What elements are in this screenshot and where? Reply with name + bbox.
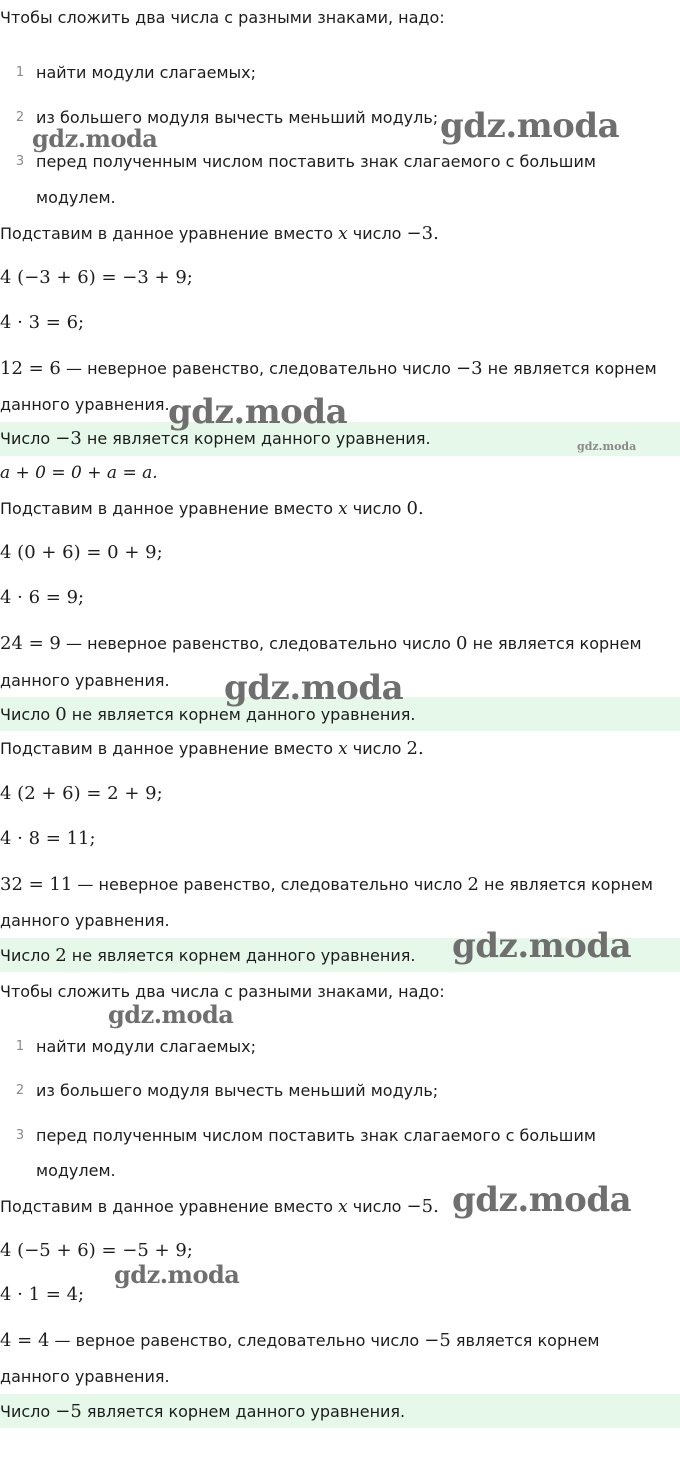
answer-highlight [0, 1394, 680, 1428]
conclusion-line [0, 1330, 599, 1352]
conclusion-continuation: данного уравнения. [0, 911, 170, 930]
equation: 4 · 8 = 11; [0, 828, 96, 849]
answer-suffix: не является корнем данного уравнения. [66, 705, 416, 724]
variable: x [338, 224, 348, 244]
watermark: gdz.moda [108, 1000, 234, 1029]
watermark: gdz.moda [452, 1180, 632, 1220]
conclusion-text: не является корнем [478, 875, 653, 894]
conclusion-text: является корнем [450, 1331, 600, 1350]
list-item: из большего модуля вычесть меньший модуль; [36, 108, 439, 127]
answer-prefix: Число [0, 1402, 56, 1421]
substitution-text: число [347, 499, 407, 518]
substitution-text: Подставим в данное уравнение вместо [0, 224, 339, 243]
answer-number: −5 [55, 1401, 82, 1422]
answer-prefix: Число [0, 429, 56, 448]
substituted-value: −3. [406, 223, 439, 244]
list-number: 3 [15, 154, 25, 169]
rule-intro: Чтобы сложить два числа с разными знаками, надо: [0, 982, 445, 1001]
conclusion-number: −5 [424, 1330, 451, 1351]
equation: 4 (2 + 6) = 2 + 9; [0, 783, 163, 804]
list-item: перед полученным числом поставить знак слагаемого с большим [36, 1126, 596, 1145]
watermark: gdz.moda [168, 392, 348, 432]
substitution-text: число [347, 224, 407, 243]
answer-suffix: не является корнем данного уравнения. [66, 946, 416, 965]
watermark: gdz.moda [452, 926, 632, 966]
answer-suffix: является корнем данного уравнения. [81, 1402, 406, 1421]
conclusion-text: — неверное равенство, следовательно число [60, 359, 457, 378]
conclusion-continuation: данного уравнения. [0, 395, 170, 414]
conclusion-number: 0 [456, 633, 468, 654]
conclusion-continuation: данного уравнения. [0, 1367, 170, 1386]
identity-text: a + 0 = 0 + a = a. [0, 463, 158, 483]
conclusion-line [0, 633, 642, 655]
variable: x [338, 1197, 348, 1217]
substitution-text: Подставим в данное уравнение вместо [0, 1197, 339, 1216]
conclusion-number: 2 [467, 874, 479, 895]
substituted-value: 2. [406, 738, 424, 759]
substitution-text: Подставим в данное уравнение вместо [0, 739, 339, 758]
answer-number: 0 [55, 704, 67, 725]
conclusion-text: не является корнем [467, 634, 642, 653]
equation: 4 · 1 = 4; [0, 1284, 85, 1305]
conclusion-continuation: данного уравнения. [0, 671, 170, 690]
answer-number: −3 [55, 428, 82, 449]
conclusion-text: — неверное равенство, следовательно число [72, 875, 468, 894]
equation: 4 · 3 = 6; [0, 312, 85, 333]
substitution-text: число [347, 739, 407, 758]
equation: 4 (−3 + 6) = −3 + 9; [0, 267, 193, 288]
substituted-value: −5. [406, 1196, 439, 1217]
substitution-text: Подставим в данное уравнение вместо [0, 499, 339, 518]
substituted-value: 0. [406, 498, 424, 519]
identity-formula [0, 462, 158, 484]
list-item-continuation: модулем. [36, 1161, 116, 1180]
answer-text [0, 1401, 405, 1423]
list-number: 1 [15, 65, 25, 80]
list-number: 2 [15, 1083, 25, 1098]
list-item-continuation: модулем. [36, 188, 116, 207]
watermark: gdz.moda [32, 124, 158, 153]
watermark: gdz.moda [440, 106, 620, 146]
conclusion-equation: 4 = 4 [0, 1330, 50, 1351]
substitution-text: число [347, 1197, 407, 1216]
substitution-line [0, 223, 439, 245]
variable: x [338, 739, 348, 759]
conclusion-text: — верное равенство, следовательно число [49, 1331, 425, 1350]
conclusion-equation: 32 = 11 [0, 874, 73, 895]
answer-number: 2 [55, 945, 67, 966]
rule-intro: Чтобы сложить два числа с разными знаками, надо: [0, 8, 445, 27]
conclusion-equation: 12 = 6 [0, 358, 61, 379]
answer-suffix: не является корнем данного уравнения. [81, 429, 431, 448]
answer-prefix: Число [0, 705, 56, 724]
answer-text [0, 945, 415, 967]
equation: 4 (0 + 6) = 0 + 9; [0, 542, 163, 563]
conclusion-text: не является корнем [482, 359, 657, 378]
substitution-line [0, 498, 424, 520]
list-item: найти модули слагаемых; [36, 63, 257, 82]
variable: x [338, 499, 348, 519]
substitution-line [0, 738, 424, 760]
list-item: из большего модуля вычесть меньший модуль; [36, 1081, 439, 1100]
conclusion-number: −3 [456, 358, 483, 379]
conclusion-equation: 24 = 9 [0, 633, 61, 654]
substitution-line [0, 1196, 439, 1218]
list-number: 3 [15, 1128, 25, 1143]
list-number: 1 [15, 1039, 25, 1054]
watermark: gdz.moda [224, 668, 404, 708]
list-number: 2 [15, 110, 25, 125]
equation: 4 · 6 = 9; [0, 587, 85, 608]
watermark: gdz.moda [577, 440, 637, 453]
conclusion-text: — неверное равенство, следовательно число [60, 634, 457, 653]
conclusion-line [0, 874, 653, 896]
list-item: перед полученным числом поставить знак слагаемого с большим [36, 152, 596, 171]
watermark: gdz.moda [114, 1260, 240, 1289]
list-item: найти модули слагаемых; [36, 1037, 257, 1056]
answer-prefix: Число [0, 946, 56, 965]
conclusion-line [0, 358, 657, 380]
equation: 4 (−5 + 6) = −5 + 9; [0, 1240, 193, 1261]
